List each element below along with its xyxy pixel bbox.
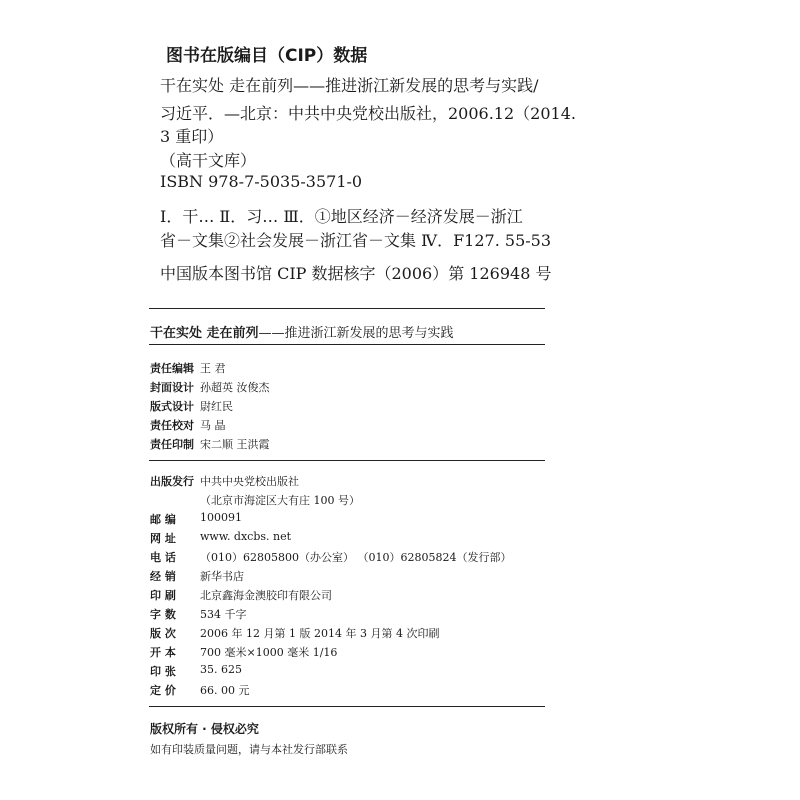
pub-label: 印 刷 bbox=[150, 589, 176, 602]
divider-title bbox=[149, 344, 545, 345]
staff-label: 责任校对 bbox=[150, 419, 194, 432]
pub-value: （010）62805800（办公室） （010）62805824（发行部） bbox=[200, 551, 512, 564]
pub-label: 版 次 bbox=[150, 627, 176, 640]
staff-value: 王 君 bbox=[200, 362, 226, 375]
staff-label: 责任编辑 bbox=[150, 362, 194, 375]
copyright-notice: 版权所有 · 侵权必究 bbox=[150, 722, 259, 736]
pub-value: www. dxcbs. net bbox=[200, 530, 292, 543]
pub-value: 中共中央党校出版社 bbox=[200, 475, 299, 488]
cip-title-line: 干在实处 走在前列——推进浙江新发展的思考与实践/ bbox=[160, 76, 539, 95]
divider-staff bbox=[149, 460, 545, 461]
pub-label: 网 址 bbox=[150, 532, 176, 545]
pub-label: 印 张 bbox=[150, 665, 176, 678]
staff-label: 责任印制 bbox=[150, 438, 194, 451]
staff-value: 孙超英 汝俊杰 bbox=[200, 381, 270, 394]
pub-value: 新华书店 bbox=[200, 570, 244, 583]
pub-value: 100091 bbox=[200, 511, 242, 524]
staff-label: 版式设计 bbox=[150, 400, 194, 413]
cip-record-line: 中国版本图书馆 CIP 数据核字（2006）第 126948 号 bbox=[160, 264, 552, 283]
pub-label: 电 话 bbox=[150, 551, 176, 564]
pub-value: 700 毫米×1000 毫米 1/16 bbox=[200, 646, 338, 659]
pub-label: 邮 编 bbox=[150, 513, 176, 526]
pub-value: 35. 625 bbox=[200, 663, 242, 676]
book-subtitle: ——推进浙江新发展的思考与实践 bbox=[258, 326, 454, 341]
pub-value: 北京鑫海金澳胶印有限公司 bbox=[200, 589, 332, 602]
pub-label: 定 价 bbox=[150, 684, 176, 697]
book-title-main: 干在实处 走在前列 bbox=[150, 326, 259, 341]
pub-label: 经 销 bbox=[150, 570, 176, 583]
cip-series-line: （高干文库） bbox=[160, 151, 257, 170]
cip-isbn-line: ISBN 978-7-5035-3571-0 bbox=[160, 172, 363, 191]
staff-value: 马 晶 bbox=[200, 419, 226, 432]
pub-value: 66. 00 元 bbox=[200, 684, 250, 697]
quality-notice: 如有印装质量问题，请与本社发行部联系 bbox=[150, 743, 348, 756]
cip-subject-line-1: Ⅰ．干… Ⅱ．习… Ⅲ．①地区经济－经济发展－浙江 bbox=[160, 207, 523, 226]
staff-value: 宋二顺 王洪霞 bbox=[200, 438, 270, 451]
pub-value: 534 千字 bbox=[200, 608, 247, 621]
pub-label: 出版发行 bbox=[150, 475, 194, 488]
pub-label: 开 本 bbox=[150, 646, 176, 659]
cip-subject-line-2: 省－文集②社会发展－浙江省－文集 Ⅳ．F127. 55-53 bbox=[160, 231, 552, 250]
divider-bottom bbox=[149, 706, 545, 707]
pub-value: 2006 年 12 月第 1 版 2014 年 3 月第 4 次印刷 bbox=[200, 627, 440, 640]
book-title bbox=[150, 322, 454, 341]
pub-label: 字 数 bbox=[150, 608, 176, 621]
cip-author-line: 习近平．—北京：中共中央党校出版社，2006.12（2014. bbox=[160, 104, 576, 123]
pub-value: （北京市海淀区大有庄 100 号） bbox=[200, 494, 360, 507]
cip-heading: 图书在版编目（CIP）数据 bbox=[166, 46, 368, 66]
cip-reprint-line: 3 重印） bbox=[160, 127, 224, 146]
divider-top bbox=[149, 308, 545, 309]
staff-label: 封面设计 bbox=[150, 381, 194, 394]
staff-value: 尉红民 bbox=[200, 400, 233, 413]
